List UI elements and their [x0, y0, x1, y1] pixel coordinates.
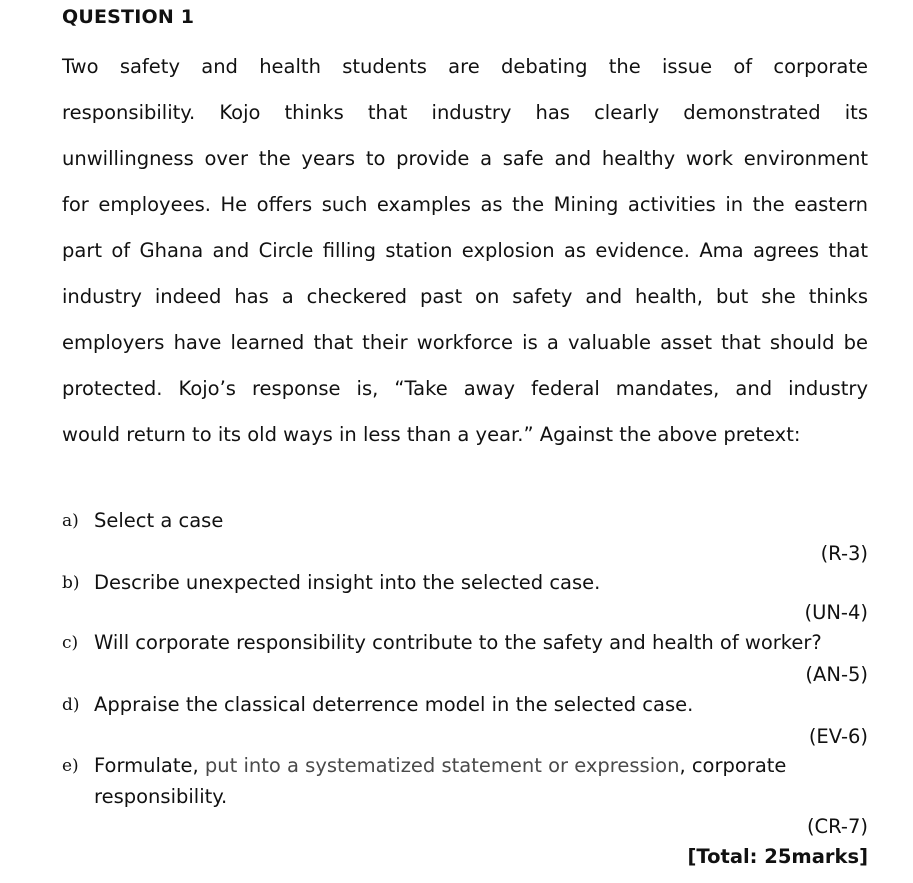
paragraph-line: protected. Kojo’s response is, “Take away federal mandates, and industry	[62, 377, 868, 400]
sub-question-text-line2: responsibility.	[94, 785, 228, 808]
sub-question-text-definition: put into a systematized statement or expression	[198, 754, 680, 777]
paragraph-line: unwillingness over the years to provide a safe and healthy work environment	[62, 147, 868, 170]
sub-question-text-end: , corporate	[679, 754, 787, 777]
sub-question-letter: a)	[62, 511, 79, 531]
paragraph-line: responsibility. Kojo thinks that industry has clearly demonstrated its	[62, 101, 868, 124]
sub-question-letter: c)	[62, 633, 79, 653]
sub-question-text: Will corporate responsibility contribute to the safety and health of worker?	[94, 631, 822, 654]
sub-question-letter: b)	[62, 573, 80, 593]
mark-allocation-e: (CR-7)	[806, 815, 868, 838]
sub-question-letter: e)	[62, 756, 79, 776]
paragraph-line: Two safety and health students are debating the issue of corporate	[62, 55, 868, 78]
question-title: QUESTION 1	[62, 6, 195, 28]
sub-question-letter: d)	[62, 695, 80, 715]
paragraph-line: would return to its old ways in less than a year.” Against the above pretext:	[62, 423, 801, 446]
mark-allocation-a: (R-3)	[820, 542, 868, 565]
mark-allocation-b: (UN-4)	[804, 601, 868, 624]
mark-allocation-d: (EV-6)	[808, 725, 868, 748]
paragraph-line: for employees. He offers such examples as the Mining activities in the eastern	[62, 193, 868, 216]
sub-question-text	[94, 754, 786, 777]
sub-question-text: Appraise the classical deterrence model in the selected case.	[94, 693, 694, 716]
mark-allocation-c: (AN-5)	[805, 663, 868, 686]
paragraph-line: employers have learned that their workforce is a valuable asset that should be	[62, 331, 868, 354]
paragraph-line: industry indeed has a checkered past on safety and health, but she thinks	[62, 285, 868, 308]
sub-question-text: Describe unexpected insight into the selected case.	[94, 571, 601, 594]
total-marks: [Total: 25marks]	[687, 845, 868, 868]
sub-question-text-start: Formulate,	[94, 754, 199, 777]
paragraph-line: part of Ghana and Circle filling station explosion as evidence. Ama agrees that	[62, 239, 868, 262]
sub-question-text: Select a case	[94, 509, 224, 532]
question-paragraph	[62, 44, 868, 458]
